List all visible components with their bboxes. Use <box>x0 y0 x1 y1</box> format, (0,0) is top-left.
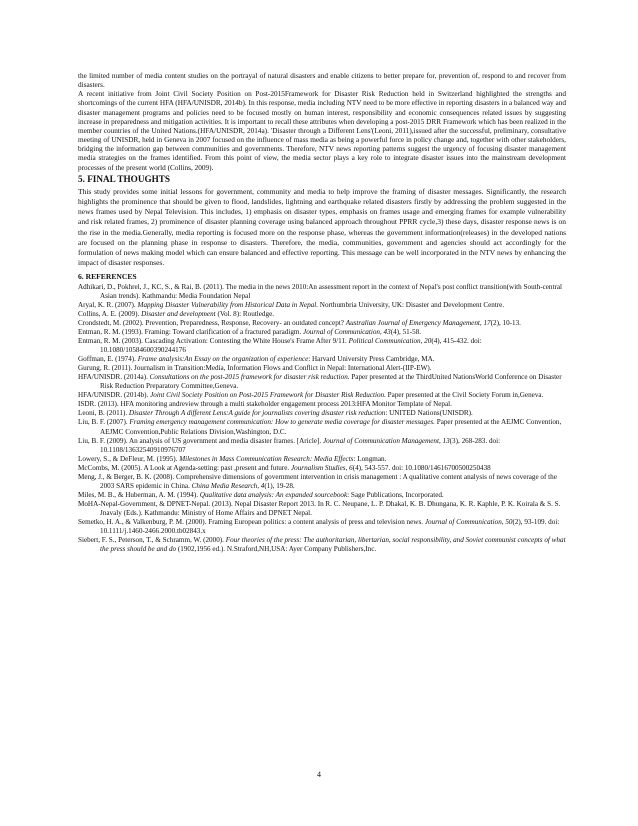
reference-entry <box>78 391 566 400</box>
reference-entry <box>78 364 566 373</box>
reference-entry <box>78 409 566 418</box>
reference-text-tail: (1902,1956 ed.). N.Straford,NH,USA: Ayer Company Publishers,Inc. <box>176 545 377 554</box>
reference-entry <box>78 491 566 500</box>
reference-italic-title: Political Communication, 20 <box>348 337 432 346</box>
reference-text-tail: : UNITED Nations(UNISDR). <box>385 409 473 418</box>
reference-text: Entman, R. M. (2003). Cascading Activation: Contesting the White House's Frame After 9/11. <box>78 337 349 346</box>
reference-text-tail: Northumbria University, UK: Disaster and Development Centre. <box>318 300 505 309</box>
reference-text: Gurung, R. (2011). Journalism in Transition:Media, Information Flows and Conflict in Nepal: International Alert-(IIP-EW). <box>78 364 432 373</box>
reference-italic-title: Consultations on the post-2015 framework for disaster risk reduction. <box>149 373 350 382</box>
reference-text: HFA/UNISDR. (2014b). <box>78 391 151 400</box>
reference-text-tail: (1), 19-28. <box>264 481 295 490</box>
reference-entry <box>78 500 566 518</box>
reference-text: ISDR. (2013). HFA monitoring andreview through a multi stakeholder engagement process 2013:HFA Monitor Template of Nepal. <box>78 400 452 409</box>
references-heading: 6. REFERENCES <box>78 272 137 282</box>
reference-entry <box>78 319 566 328</box>
reference-italic-title: Four theories of the press: The authoritarian, libertarian, social responsibility, and Soviet communist concepts of what the press should be and do <box>100 536 566 554</box>
reference-entry <box>78 455 566 464</box>
reference-entry <box>78 328 566 337</box>
reference-entry <box>78 355 566 364</box>
final-thoughts-heading: 5. FINAL THOUGHTS <box>78 173 170 184</box>
reference-text-tail: : Longman. <box>353 454 387 463</box>
reference-text-tail: Paper presented at the AEJMC Convention, AEJMC Convention,Public Relations Division,Washington, D.C. <box>100 418 562 436</box>
reference-italic-title: Disaster and development <box>141 309 216 318</box>
reference-italic-title: Qualitative data analysis: An expanded sourcebook <box>199 490 348 499</box>
reference-entry <box>78 518 566 536</box>
reference-text: Siebert, F. S., Peterson, T., & Schramm, W. (2000). <box>78 536 226 545</box>
reference-text-tail: (2), 93-109. doi: 10.1111/j.1460-2466.2000.tb02843.x <box>100 517 560 536</box>
reference-italic-title: Journalism Studies, 6 <box>291 463 353 472</box>
reference-entry <box>78 418 566 436</box>
reference-text-tail: (4), 415-432. doi: 10.1080/10584600390244176 <box>100 337 482 355</box>
reference-italic-title: Australian Journal of Emergency Management, 17 <box>345 318 491 327</box>
reference-text: Liu, B. F. (2009). An analysis of US government and media disaster frames. [Aricle]. <box>78 436 323 445</box>
reference-text-tail: Paper presented at the ThirdUnited NationsWorld Conference on Disaster Risk Reduction Preparatory Committee,Geneva. <box>100 373 562 391</box>
reference-entry <box>78 283 566 301</box>
reference-entry <box>78 437 566 455</box>
reference-text: Adhikari, D., Pokhrel, J., KC, S., & Rai, B. (2011). The media in the news 2010:An assessment report in the context of Nepal's post conflict transition(with South-central Asian trends). Kathmandu: Media Foundation Nepal <box>78 282 562 300</box>
reference-italic-title: Mapping Disaster Vulnerability from Historical Data in Nepal. <box>137 300 318 309</box>
reference-text: Goffman, E. (1974). <box>78 355 138 364</box>
reference-text-tail: (4), 51-58. <box>390 327 422 336</box>
reference-text: HFA/UNISDR. (2014a). <box>78 373 150 382</box>
reference-entry <box>78 337 566 355</box>
reference-entry <box>78 373 566 391</box>
reference-entry <box>78 301 566 310</box>
reference-entry <box>78 400 566 409</box>
reference-italic-title: Framing emergency management communication: How to generate media coverage for disaster messages. <box>129 418 435 427</box>
reference-italic-title: Journal of Communication, 43 <box>303 327 391 336</box>
reference-text: Lowery, S., & DeFleur, M. (1995). <box>78 454 180 463</box>
reference-text-tail: (4), 543-557. doi: 10.1080/14616700500250438 <box>352 463 491 472</box>
reference-text: Aryal, K. R. (2007). <box>78 300 138 309</box>
reference-text: Miles, M. B., & Huberman, A. M. (1994). <box>78 490 200 499</box>
reference-entry <box>78 473 566 491</box>
reference-entry <box>78 310 566 319</box>
reference-text-tail: (Vol. 8): Routledge. <box>215 309 275 318</box>
reference-text: Crondstedt, M. (2002). Prevention, Preparedness, Response, Recovery- an outdated concept? <box>78 318 346 327</box>
reference-italic-title: Milestones in Mass Communication Research: Media Effects <box>179 454 354 463</box>
reference-text-tail: : Harvard University Press Cambridge, MA. <box>308 355 435 364</box>
reference-text: Collins, A. E. (2009). <box>78 309 142 318</box>
reference-text: McCombs, M. (2005). A Look at Agenda-setting: past ,present and future. <box>78 463 291 472</box>
reference-italic-title: Disaster Through A different Lens:A guide for journalists covering disaster risk reduction <box>128 409 386 418</box>
reference-italic-title: China Media Research, 4 <box>191 481 265 490</box>
reference-text-tail: Paper presented at the Civil Society Forum in,Geneva. <box>385 391 544 400</box>
reference-text: Leoni, B. (2011). <box>78 409 129 418</box>
reference-italic-title: Frame analysis:An Essay on the organization of experience <box>137 355 309 364</box>
reference-entry <box>78 464 566 473</box>
reference-text: MoHA-Nepal-Government, & DPNET-Nepal. (2013). Nepal Disaster Report 2013. In R. C. Neupane, L. P. Dhakal, K. B. Dhungana, K. R. Kaphle, P. K. Koirala & S. S. Jnavaly (Eds.). Kathmandu: Ministry of Home Affairs and DPNET Nepal. <box>78 499 561 517</box>
reference-text-tail: : Sage Publications, Incorporated. <box>347 490 444 499</box>
page-number: 4 <box>317 770 321 779</box>
reference-italic-title: Journal of Communication, 50 <box>424 517 513 526</box>
reference-text: Semetko, H. A., & Valkenburg, P. M. (2000). Framing European politics: a content analysis of press and television news. <box>78 517 425 526</box>
reference-text: Meng, J., & Berger, B. K. (2008). Comprehensive dimensions of government intervention in crisis management : A qualitative content analysis of news coverage of the 2003 SARS epidemic in China. <box>78 472 557 490</box>
reference-italic-title: Joint Civil Society Position on Post-2015 Framework for Disaster Risk Reduction. <box>150 391 386 400</box>
reference-text-tail: (3), 268-283. doi: 10.1108/13632540910976707 <box>100 436 501 454</box>
initiative-paragraph: A recent initiative from Joint Civil Society Position on Post-2015Framework for Disaster Risk Reduction held in Switzerland highlighted the strengths and shortcomings of the current HFA (HFA/UNISDR, 2014b). In this response, media including NTV need to be more effective in reporting disasters in a balanced way and disaster management programs and policies need to be focused mostly on human interest, responsibility and economic consequences related issues by suggesting increase in preparedness and mitigation activities. It is important to recall these attributes when developing a post-2015 DRR Framework which has been realized in the member countries of the United Nations.(HFA/UNISDR, 2014a). 'Disaster through a Different Lens'(Leoni, 2011),issued after the successful, preliminary, consultative meeting of UNISDR, held in Geneva in 2007 focused on the influence of mass media as being a powerful force in policy change and, together with other stakeholders, bridging the information gap between communities and governments. Therefore, NTV news reporting patterns suggest the urgency of focusing disaster management media strategies on the frames identified. From this point of view, the media sector plays a key role to integrate disaster issues into the mainstream development processes of the present world (Collins, 2009). <box>78 90 566 172</box>
continued-paragraph: the limited number of media content studies on the portrayal of natural disasters and enable citizens to better prepare for, prevention of, respond to and recover from disasters. <box>78 72 566 90</box>
reference-italic-title: Journal of Communication Management, 13 <box>322 436 450 445</box>
final-thoughts-paragraph: This study provides some initial lessons for government, community and media to help improve the framing of disaster messages. Significantly, the research highlights the prominence that should be given to flood, landslides, lightning and earthquake related disasters firstly by addressing the problem suggested in the news frames used by Nepal Television. This includes, 1) emphasis on disaster types, emphasis on frames usage and emerging frames for example vulnerability and risk related frames, 2) prominence of disaster planning coverage using balanced approach throughout PPRR cycle,3) these days, disaster response news is on the rise in the media.Generally, media reporting is focused more on the response phase, whereas the government information(releases) in the developed nations are focused on the planning phase in response to disasters. Therefore, the media, communities, government and agencies should act accordingly for the formulation of news making model which can ensure balanced and effective reporting. This message can be well incorporated in the NTV news by enhancing the impact of disaster responses. <box>78 186 566 268</box>
reference-entry <box>78 536 566 554</box>
references-list <box>78 283 566 554</box>
reference-text: Entman, R. M. (1993). Framing: Toward clarification of a fractured paradigm. <box>78 327 304 336</box>
reference-text-tail: (2), 10-13. <box>490 318 521 327</box>
reference-text: Liu, B. F. (2007). <box>78 418 130 427</box>
